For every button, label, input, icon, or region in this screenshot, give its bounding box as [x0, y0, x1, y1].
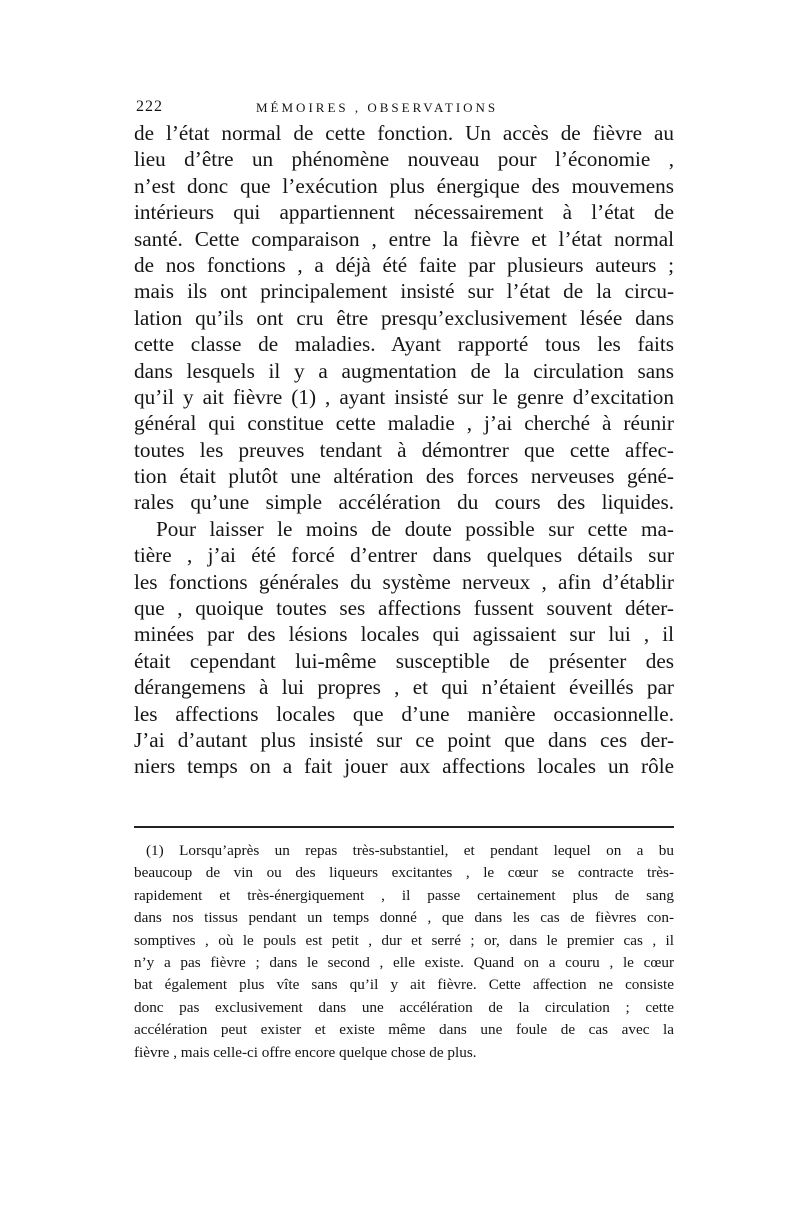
text-line: cette classe de maladies. Ayant rapporté tous les faits — [134, 332, 674, 357]
text-line: rales qu’une simple accélération du cours des liquides. — [134, 490, 674, 515]
footnote-line: fièvre , mais celle-ci offre encore quelque chose de plus. — [134, 1043, 477, 1061]
text-line: santé. Cette comparaison , entre la fièvre et l’état normal — [134, 226, 674, 251]
running-title: MÉMOIRES , OBSERVATIONS — [256, 100, 499, 115]
text-line: était cependant lui-même susceptible de présenter des — [134, 648, 674, 673]
text-line: de l’état normal de cette fonction. Un accès de fièvre au — [134, 121, 674, 145]
footnote-line: beaucoup de vin ou des liqueurs excitantes , le cœur se contracte très- — [134, 864, 674, 882]
text-line: J’ai d’autant plus insisté sur ce point que dans ces der- — [134, 727, 674, 752]
footnote-line: dans nos tissus pendant un temps donné , que dans les cas de fièvres con- — [134, 909, 674, 927]
text-line: tière , j’ai été forcé d’entrer dans quelques détails sur — [134, 543, 674, 568]
text-line: lation qu’ils ont cru être presqu’exclusivement lésée dans — [134, 305, 674, 330]
text-line: Pour laisser le moins de doute possible sur cette ma- — [156, 516, 674, 541]
text-line: mais ils ont principalement insisté sur l’état de la circu- — [134, 279, 674, 304]
footnote-line: (1) Lorsqu’après un repas très-substantiel, et pendant lequel on a bu — [146, 842, 674, 859]
main-text — [134, 120, 674, 780]
text-line: les fonctions générales du système nerveux , afin d’établir — [134, 569, 674, 594]
text-line: général qui constitue cette maladie , j’ai cherché à réunir — [134, 411, 674, 436]
text-line: tion était plutôt une altération des forces nerveuses géné- — [134, 464, 674, 489]
page-number: 222 — [136, 98, 163, 115]
text-line: dérangemens à lui propres , et qui n’étaient éveillés par — [134, 675, 674, 700]
footnote-line: accélération peut exister et existe même dans une foule de cas avec la — [134, 1021, 674, 1039]
text-line: les affections locales que d’une manière occasionnelle. — [134, 701, 674, 726]
text-line: dans lesquels il y a augmentation de la circulation sans — [134, 358, 674, 383]
footnote-line: bat également plus vîte sans qu’il y ait fièvre. Cette affection ne consiste — [134, 976, 674, 994]
text-line: n’est donc que l’exécution plus énergique des mouvemens — [134, 173, 674, 198]
footnote-line: donc pas exclusivement dans une accélération de la circulation ; cette — [134, 998, 674, 1016]
page-header — [136, 98, 672, 120]
text-line: qu’il y ait fièvre (1) , ayant insisté sur le genre d’excitation — [134, 384, 674, 409]
text-line: lieu d’être un phénomène nouveau pour l’économie , — [134, 147, 674, 172]
text-line: niers temps on a fait jouer aux affections locales un rôle — [134, 754, 674, 779]
text-line: intérieurs qui appartiennent nécessairement à l’état de — [134, 200, 674, 225]
text-line: minées par des lésions locales qui agissaient sur lui , il — [134, 622, 674, 647]
text-line: toutes les preuves tendant à démontrer que cette affec- — [134, 437, 674, 462]
footnote-line: n’y a pas fièvre ; dans le second , elle existe. Quand on a couru , le cœur — [134, 953, 674, 971]
text-line: que , quoique toutes ses affections fussent souvent déter- — [134, 596, 674, 621]
footnote-separator-rule — [134, 826, 674, 828]
footnote — [134, 840, 674, 1064]
footnote-line: rapidement et très-énergiquement , il passe certainement plus de sang — [134, 886, 674, 904]
text-line: de nos fonctions , a déjà été faite par plusieurs auteurs ; — [134, 252, 674, 277]
footnote-line: somptives , où le pouls est petit , dur et serré ; or, dans le premier cas , il — [134, 931, 674, 949]
